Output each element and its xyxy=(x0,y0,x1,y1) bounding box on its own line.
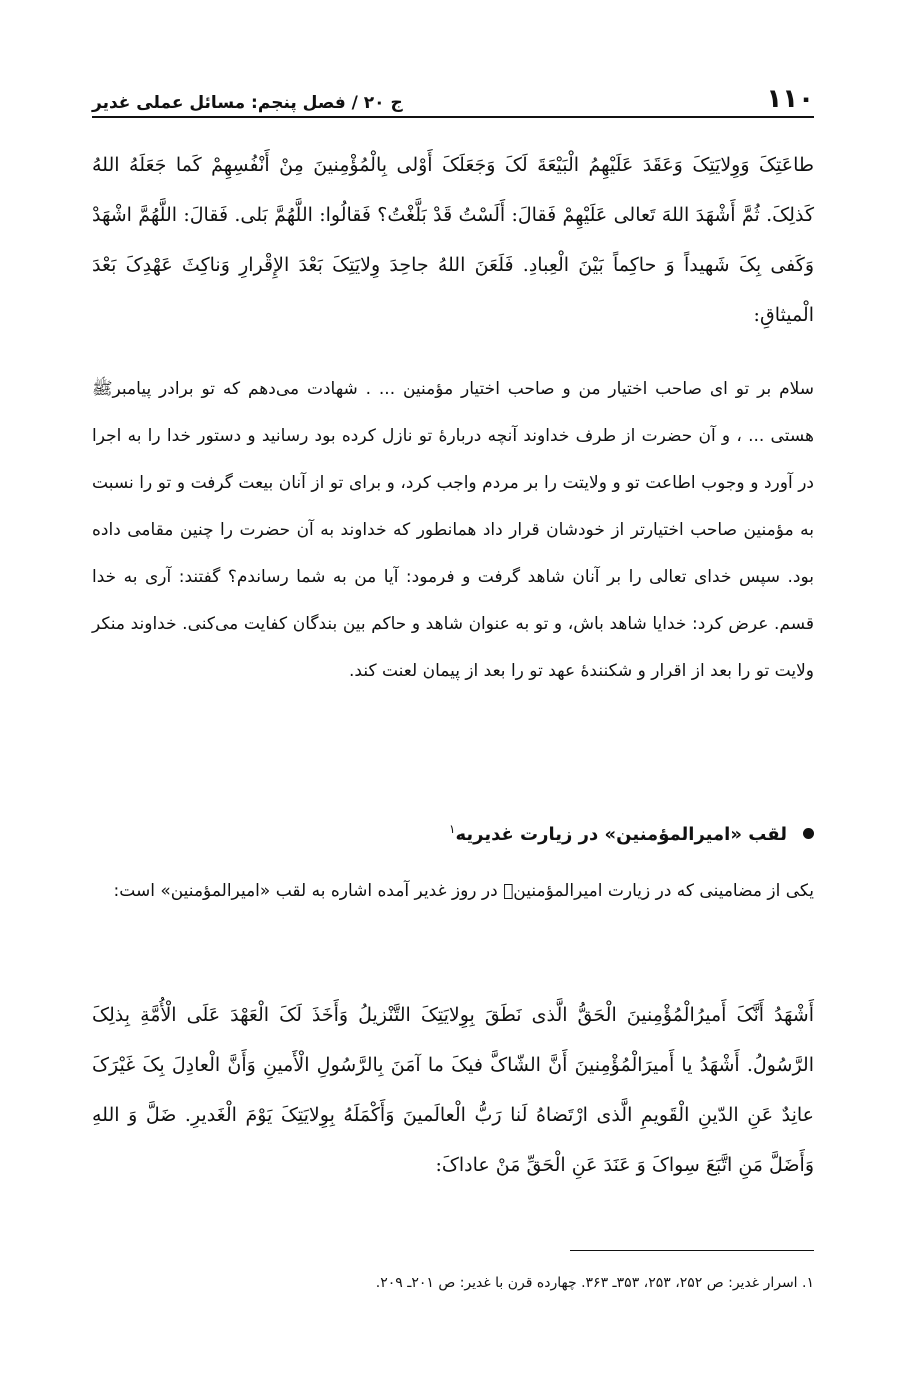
persian-translation-block: سلام بر تو ای صاحب اختیار من و صاحب اختیار مؤمنین ... . شهادت می‌دهم که تو برادر پیامبرﷺ هستی ... ، و آن حضرت از طرف خداوند آنچه دربارهٔ تو نازل کرده بود رسانید و دستور خدا را به اجرا در آورد و وجوب اطاعت تو و ولایتت را بر مردم واجب کرد، و برای تو از آنان بیعت گرفت و تو را نسبت به مؤمنین صاحب اختیارتر از خودشان قرار داد همانطور که خداوند به آن حضرت را چنین مقامی داده بود. سپس خدای تعالی را بر آنان شاهد گرفت و فرمود: آیا من به شما رساندم؟ گفتند: آری به خدا قسم. عرض کرد: خدایا شاهد باش، و تو به عنوان شاهد و حاکم بین بندگان کفایت می‌کنی. خداوند منکر ولایت تو را بعد از اقرار و شکنندهٔ عهد تو را بعد از پیمان لعنت کند. xyxy=(92,379,814,681)
footnote-text: ۱. اسرار غدیر: ص ۲۵۲، ۲۵۳، ۳۵۳ـ ۳۶۳. چهارده قرن با غدیر: ص ۲۰۱ـ ۲۰۹. xyxy=(375,1275,814,1291)
page-number: ۱۱۰ xyxy=(766,84,814,114)
bullet-icon xyxy=(803,828,814,839)
page-header xyxy=(92,62,814,118)
arabic-text-block: طاعَتِکَ وَوِلایَتِکَ وَعَقَدَ عَلَیْهِمُ الْبَیْعَةَ لَکَ وَجَعَلَکَ أَوْلی بِالْمُؤْمِنینَ مِنْ أَنْفُسِهِمْ کَما جَعَلَهُ اللهُ کَذلِکَ. ثُمَّ أَشْهَدَ اللهَ تَعالی عَلَیْهِمْ فَقالَ: أَلَسْتُ قَدْ بَلَّغْتُ؟ فَقالُوا: اللَّهُمَّ بَلی. فَقالَ: اللَّهُمَّ اشْهَدْ وَکَفی بِکَ شَهیداً وَ حاکِماً بَیْنَ الْعِبادِ. فَلَعَنَ اللهُ جاحِدَ وِلایَتِکَ بَعْدَ الإِقْرارِ وَناکِثَ عَهْدِکَ بَعْدَ الْمیثاقِ: xyxy=(92,154,814,326)
running-title: ج ۲۰ / فصل پنجم: مسائل عملی غدیر xyxy=(92,93,403,113)
section-heading-text: لقب «امیرالمؤمنین» در زیارت غدیریه xyxy=(455,824,787,845)
arabic-ziyarat-text: أَشْهَدُ أَنَّکَ أَمیرُالْمُؤْمِنینَ الْحَقُّ الَّذی نَطَقَ بِوِلایَتِکَ التَّنْزیلُ وَأَخَذَ لَکَ الْعَهْدَ عَلَی الْأُمَّةِ بِذلِکَ الرَّسُولُ. أَشْهَدُ یا أَمیرَالْمُؤْمِنینَ أَنَّ الشّاکَّ فیکَ ما آمَنَ بِالرَّسُولِ الْأَمینِ وَأَنَّ الْعادِلَ بِکَ غَیْرَکَ عانِدٌ عَنِ الدّینِ الْقَویمِ الَّذی ارْتَضاهُ لَنا رَبُّ الْعالَمینَ وَأَکْمَلَهُ بِوِلایَتِکَ یَوْمَ الْغَدیرِ. ضَلَّ وَ اللهِ وَأَضَلَّ مَنِ اتَّبَعَ سِواکَ وَ عَنَدَ عَنِ الْحَقِّ مَنْ عاداکَ: xyxy=(92,1004,815,1176)
section-intro-paragraph: یکی از مضامینی که در زیارت امیرالمؤمنینؑ در روز غدیر آمده اشاره به لقب «امیرالمؤمنین» است: xyxy=(113,881,814,901)
section-heading xyxy=(92,822,814,845)
footnote-reference: ۱ xyxy=(449,822,456,836)
footnote-divider xyxy=(570,1250,814,1251)
